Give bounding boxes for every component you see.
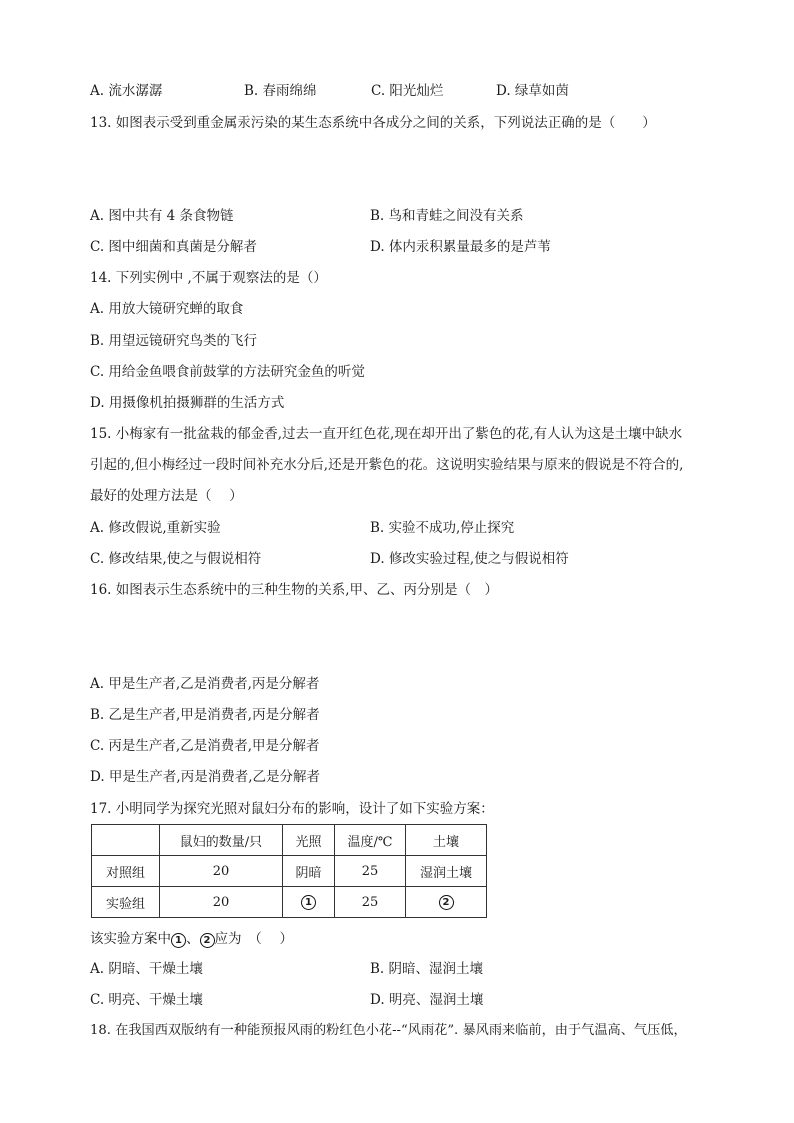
q15-stem-line-1: 15. 小梅家有一批盆栽的郁金香,过去一直开红色花,现在却开出了紫色的花,有人认为这是土壤中缺水: [90, 426, 683, 442]
q16-option-c: C. 丙是生产者,乙是消费者,甲是分解者: [90, 738, 320, 754]
q16-stem: 16. 如图表示生态系统中的三种生物的关系,甲、乙、丙分别是（ ）: [90, 582, 499, 598]
table-header-cell: 光照: [283, 825, 335, 856]
q16-option-b: B. 乙是生产者,甲是消费者,丙是分解者: [90, 707, 320, 723]
table-cell: 20: [160, 887, 283, 918]
q17-question-separator: 、: [186, 931, 200, 947]
experiment-table: [91, 824, 487, 918]
table-cell: 25: [335, 887, 406, 918]
q12-option-b: B. 春雨绵绵: [244, 83, 317, 99]
table-cell: 湿润土壤: [406, 856, 487, 887]
q14-option-a: A. 用放大镜研究蝉的取食: [90, 301, 244, 317]
circled-number-1: 1: [171, 933, 186, 948]
q15-option-c: C. 修改结果,使之与假说相符: [90, 551, 262, 567]
q13-option-a: A. 图中共有 4 条食物链: [90, 208, 234, 224]
q17-option-c: C. 明亮、干燥土壤: [90, 992, 203, 1008]
table-cell: 实验组: [92, 887, 160, 918]
q15-option-d: D. 修改实验过程,使之与假说相符: [370, 551, 569, 567]
q14-option-b: B. 用望远镜研究鸟类的飞行: [90, 333, 258, 349]
q14-option-c: C. 用给金鱼喂食前鼓掌的方法研究金鱼的听觉: [90, 364, 365, 380]
q12-option-a: A. 流水潺潺: [90, 83, 163, 99]
q17-question: [90, 929, 293, 949]
q15-stem-line-3: 最好的处理方法是（ ）: [90, 488, 243, 504]
circled-number-1: 1: [301, 895, 316, 910]
table-cell: 对照组: [92, 856, 160, 887]
q13-option-b: B. 鸟和青蛙之间没有关系: [370, 208, 524, 224]
q18-stem: 18. 在我国西双版纳有一种能预报风雨的粉红色小花--“风雨花”. 暴风雨来临前，由于气温高、气压低，: [90, 1023, 687, 1038]
table-header-row: [92, 825, 487, 856]
q17-option-b: B. 阴暗、湿润土壤: [370, 961, 484, 977]
q13-option-c: C. 图中细菌和真菌是分解者: [90, 239, 257, 255]
q12-option-c: C. 阳光灿烂: [371, 83, 444, 99]
q17-option-d: D. 明亮、湿润土壤: [370, 992, 484, 1008]
table-header-cell: 土壤: [406, 825, 487, 856]
table-cell: [406, 887, 487, 918]
q12-option-d: D. 绿草如茵: [496, 83, 569, 99]
table-cell: 阴暗: [283, 856, 335, 887]
table-row: [92, 856, 487, 887]
q17-question-after: 应为 （ ）: [214, 931, 294, 947]
table-header-cell: 温度/℃: [335, 825, 406, 856]
q17-stem: 17. 小明同学为探究光照对鼠妇分布的影响，设计了如下实验方案：: [90, 801, 494, 817]
table-cell: 20: [160, 856, 283, 887]
q17-option-a: A. 阴暗、干燥土壤: [90, 961, 203, 977]
q14-stem: 14. 下列实例中 ,不属于观察法的是（）: [90, 270, 327, 286]
q13-option-d: D. 体内汞积累量最多的是芦苇: [370, 239, 551, 255]
q17-question-before: 该实验方案中: [90, 931, 171, 947]
circled-number-2: 2: [439, 895, 454, 910]
table-cell: [283, 887, 335, 918]
table-header-cell: 鼠妇的数量/只: [160, 825, 283, 856]
q13-stem: 13. 如图表示受到重金属汞污染的某生态系统中各成分之间的关系，下列说法正确的是（ ）: [90, 115, 656, 131]
q16-option-a: A. 甲是生产者,乙是消费者,丙是分解者: [90, 676, 320, 692]
q15-stem-line-2: 引起的,但小梅经过一段时间补充水分后,还是开紫色的花。这说明实验结果与原来的假说是不符合的,: [90, 457, 684, 473]
q14-option-d: D. 用摄像机拍摄狮群的生活方式: [90, 395, 285, 411]
q15-option-b: B. 实验不成功,停止探究: [370, 520, 515, 536]
table-row: [92, 887, 487, 918]
q15-option-a: A. 修改假说,重新实验: [90, 520, 221, 536]
q16-option-d: D. 甲是生产者,丙是消费者,乙是分解者: [90, 769, 321, 785]
table-cell: 25: [335, 856, 406, 887]
circled-number-2: 2: [200, 933, 215, 948]
table-header-cell: [92, 825, 160, 856]
